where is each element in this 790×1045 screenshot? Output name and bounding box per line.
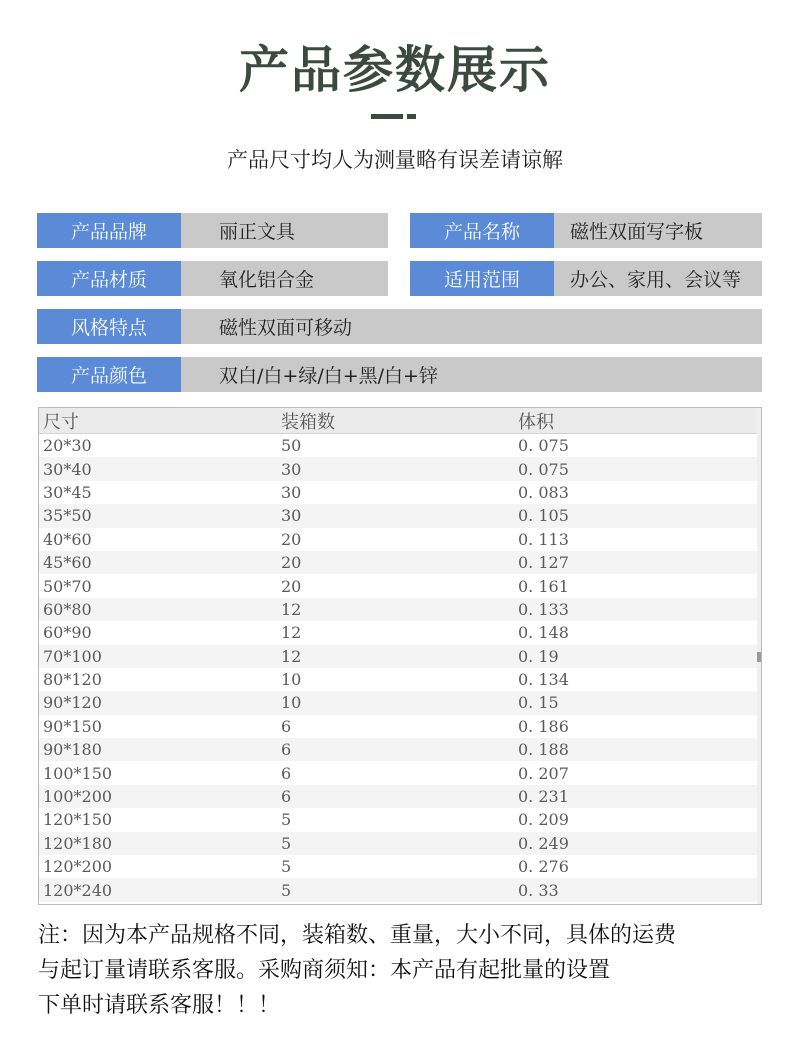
cell-size: 120*180 (43, 833, 113, 853)
cell-volume: 0. 276 (518, 857, 569, 877)
table-row (39, 574, 761, 597)
param-label: 适用范围 (410, 261, 554, 296)
cell-pack-qty: 6 (281, 716, 292, 736)
cell-pack-qty: 50 (281, 436, 302, 456)
page-title: 产品参数展示 (239, 41, 551, 99)
spec-table (38, 407, 762, 905)
cell-pack-qty: 5 (281, 857, 292, 877)
table-row (39, 808, 761, 831)
page-subtitle: 产品尺寸均人为测量略有误差请谅解 (227, 148, 563, 172)
cell-size: 120*200 (43, 857, 113, 877)
param-value: 双白/白+绿/白+黑/白+锌 (181, 357, 762, 392)
cell-pack-qty: 5 (281, 833, 292, 853)
cell-size: 90*180 (43, 740, 102, 760)
cell-volume: 0. 15 (518, 693, 559, 713)
cell-pack-qty: 20 (281, 553, 302, 573)
cell-volume: 0. 133 (518, 599, 569, 619)
table-row (39, 504, 761, 527)
title-divider-short (407, 114, 416, 119)
cell-pack-qty: 10 (281, 693, 302, 713)
cell-volume: 0. 19 (518, 646, 559, 666)
param-value: 磁性双面写字板 (554, 213, 762, 248)
cell-pack-qty: 5 (281, 810, 292, 830)
cell-pack-qty: 20 (281, 529, 302, 549)
cell-size: 60*90 (43, 623, 92, 643)
cell-size: 35*50 (43, 506, 92, 526)
param-style (37, 309, 762, 344)
param-value: 办公、家用、会议等 (554, 261, 762, 296)
note-line: 下单时请联系客服！！！ (38, 993, 281, 1018)
cell-volume: 0. 231 (518, 787, 569, 807)
table-row (39, 738, 761, 761)
cell-volume: 0. 188 (518, 740, 569, 760)
cell-pack-qty: 6 (281, 787, 292, 807)
param-label: 产品品牌 (37, 213, 181, 248)
cell-size: 45*60 (43, 553, 92, 573)
cell-pack-qty: 30 (281, 459, 302, 479)
table-row (39, 621, 761, 644)
cell-volume: 0. 207 (518, 763, 569, 783)
cell-volume: 0. 209 (518, 810, 569, 830)
cell-pack-qty: 5 (281, 880, 292, 900)
cell-pack-qty: 12 (281, 599, 302, 619)
header-pack-qty: 装箱数 (281, 411, 335, 433)
cell-volume: 0. 33 (518, 880, 559, 900)
cell-size: 50*70 (43, 576, 92, 596)
title-divider (371, 114, 421, 120)
scrollbar-thumb[interactable] (757, 652, 761, 662)
cell-pack-qty: 12 (281, 623, 302, 643)
cell-size: 80*120 (43, 670, 102, 690)
cell-volume: 0. 134 (518, 670, 569, 690)
table-row (39, 457, 761, 480)
cell-pack-qty: 30 (281, 482, 302, 502)
cell-size: 20*30 (43, 436, 92, 456)
param-material (37, 261, 388, 296)
cell-pack-qty: 10 (281, 670, 302, 690)
table-row (39, 668, 761, 691)
cell-size: 30*45 (43, 482, 92, 502)
cell-volume: 0. 148 (518, 623, 569, 643)
cell-size: 90*150 (43, 716, 102, 736)
cell-volume: 0. 161 (518, 576, 569, 596)
cell-volume: 0. 075 (518, 436, 569, 456)
cell-volume: 0. 105 (518, 506, 569, 526)
table-row (39, 761, 761, 784)
table-row (39, 832, 761, 855)
table-row (39, 551, 761, 574)
cell-pack-qty: 20 (281, 576, 302, 596)
param-brand (37, 213, 388, 248)
cell-pack-qty: 12 (281, 646, 302, 666)
param-value: 磁性双面可移动 (181, 309, 762, 344)
param-name (410, 213, 762, 248)
param-label: 产品名称 (410, 213, 554, 248)
table-row (39, 691, 761, 714)
cell-size: 40*60 (43, 529, 92, 549)
param-label: 产品颜色 (37, 357, 181, 392)
table-row (39, 434, 761, 457)
title-divider-long (371, 114, 403, 119)
table-row (39, 528, 761, 551)
cell-size: 30*40 (43, 459, 92, 479)
cell-volume: 0. 075 (518, 459, 569, 479)
note-line: 注：因为本产品规格不同，装箱数、重量，大小不同，具体的运费 (38, 923, 677, 948)
cell-size: 100*200 (43, 787, 113, 807)
cell-size: 100*150 (43, 763, 113, 783)
param-scope (410, 261, 762, 296)
cell-size: 90*120 (43, 693, 102, 713)
cell-size: 120*240 (43, 880, 113, 900)
cell-volume: 0. 083 (518, 482, 569, 502)
cell-pack-qty: 30 (281, 506, 302, 526)
table-row (39, 481, 761, 504)
table-body (39, 434, 761, 902)
cell-size: 70*100 (43, 646, 102, 666)
cell-pack-qty: 6 (281, 763, 292, 783)
table-row (39, 785, 761, 808)
table-row (39, 878, 761, 901)
table-row (39, 855, 761, 878)
cell-size: 120*150 (43, 810, 113, 830)
param-color (37, 357, 762, 392)
table-row (39, 715, 761, 738)
param-label: 产品材质 (37, 261, 181, 296)
cell-pack-qty: 6 (281, 740, 292, 760)
cell-volume: 0. 186 (518, 716, 569, 736)
cell-size: 60*80 (43, 599, 92, 619)
param-value: 氧化铝合金 (181, 261, 388, 296)
note-line: 与起订量请联系客服。采购商须知：本产品有起批量的设置 (38, 958, 611, 983)
table-scrollbar[interactable] (757, 408, 761, 904)
note-text (38, 918, 778, 1023)
cell-volume: 0. 127 (518, 553, 569, 573)
param-value: 丽正文具 (181, 213, 388, 248)
cell-volume: 0. 249 (518, 833, 569, 853)
table-row (39, 645, 761, 668)
header-volume: 体积 (518, 411, 554, 433)
table-header (39, 408, 761, 434)
table-row (39, 598, 761, 621)
cell-volume: 0. 113 (518, 529, 569, 549)
param-label: 风格特点 (37, 309, 181, 344)
header-size: 尺寸 (43, 411, 79, 433)
